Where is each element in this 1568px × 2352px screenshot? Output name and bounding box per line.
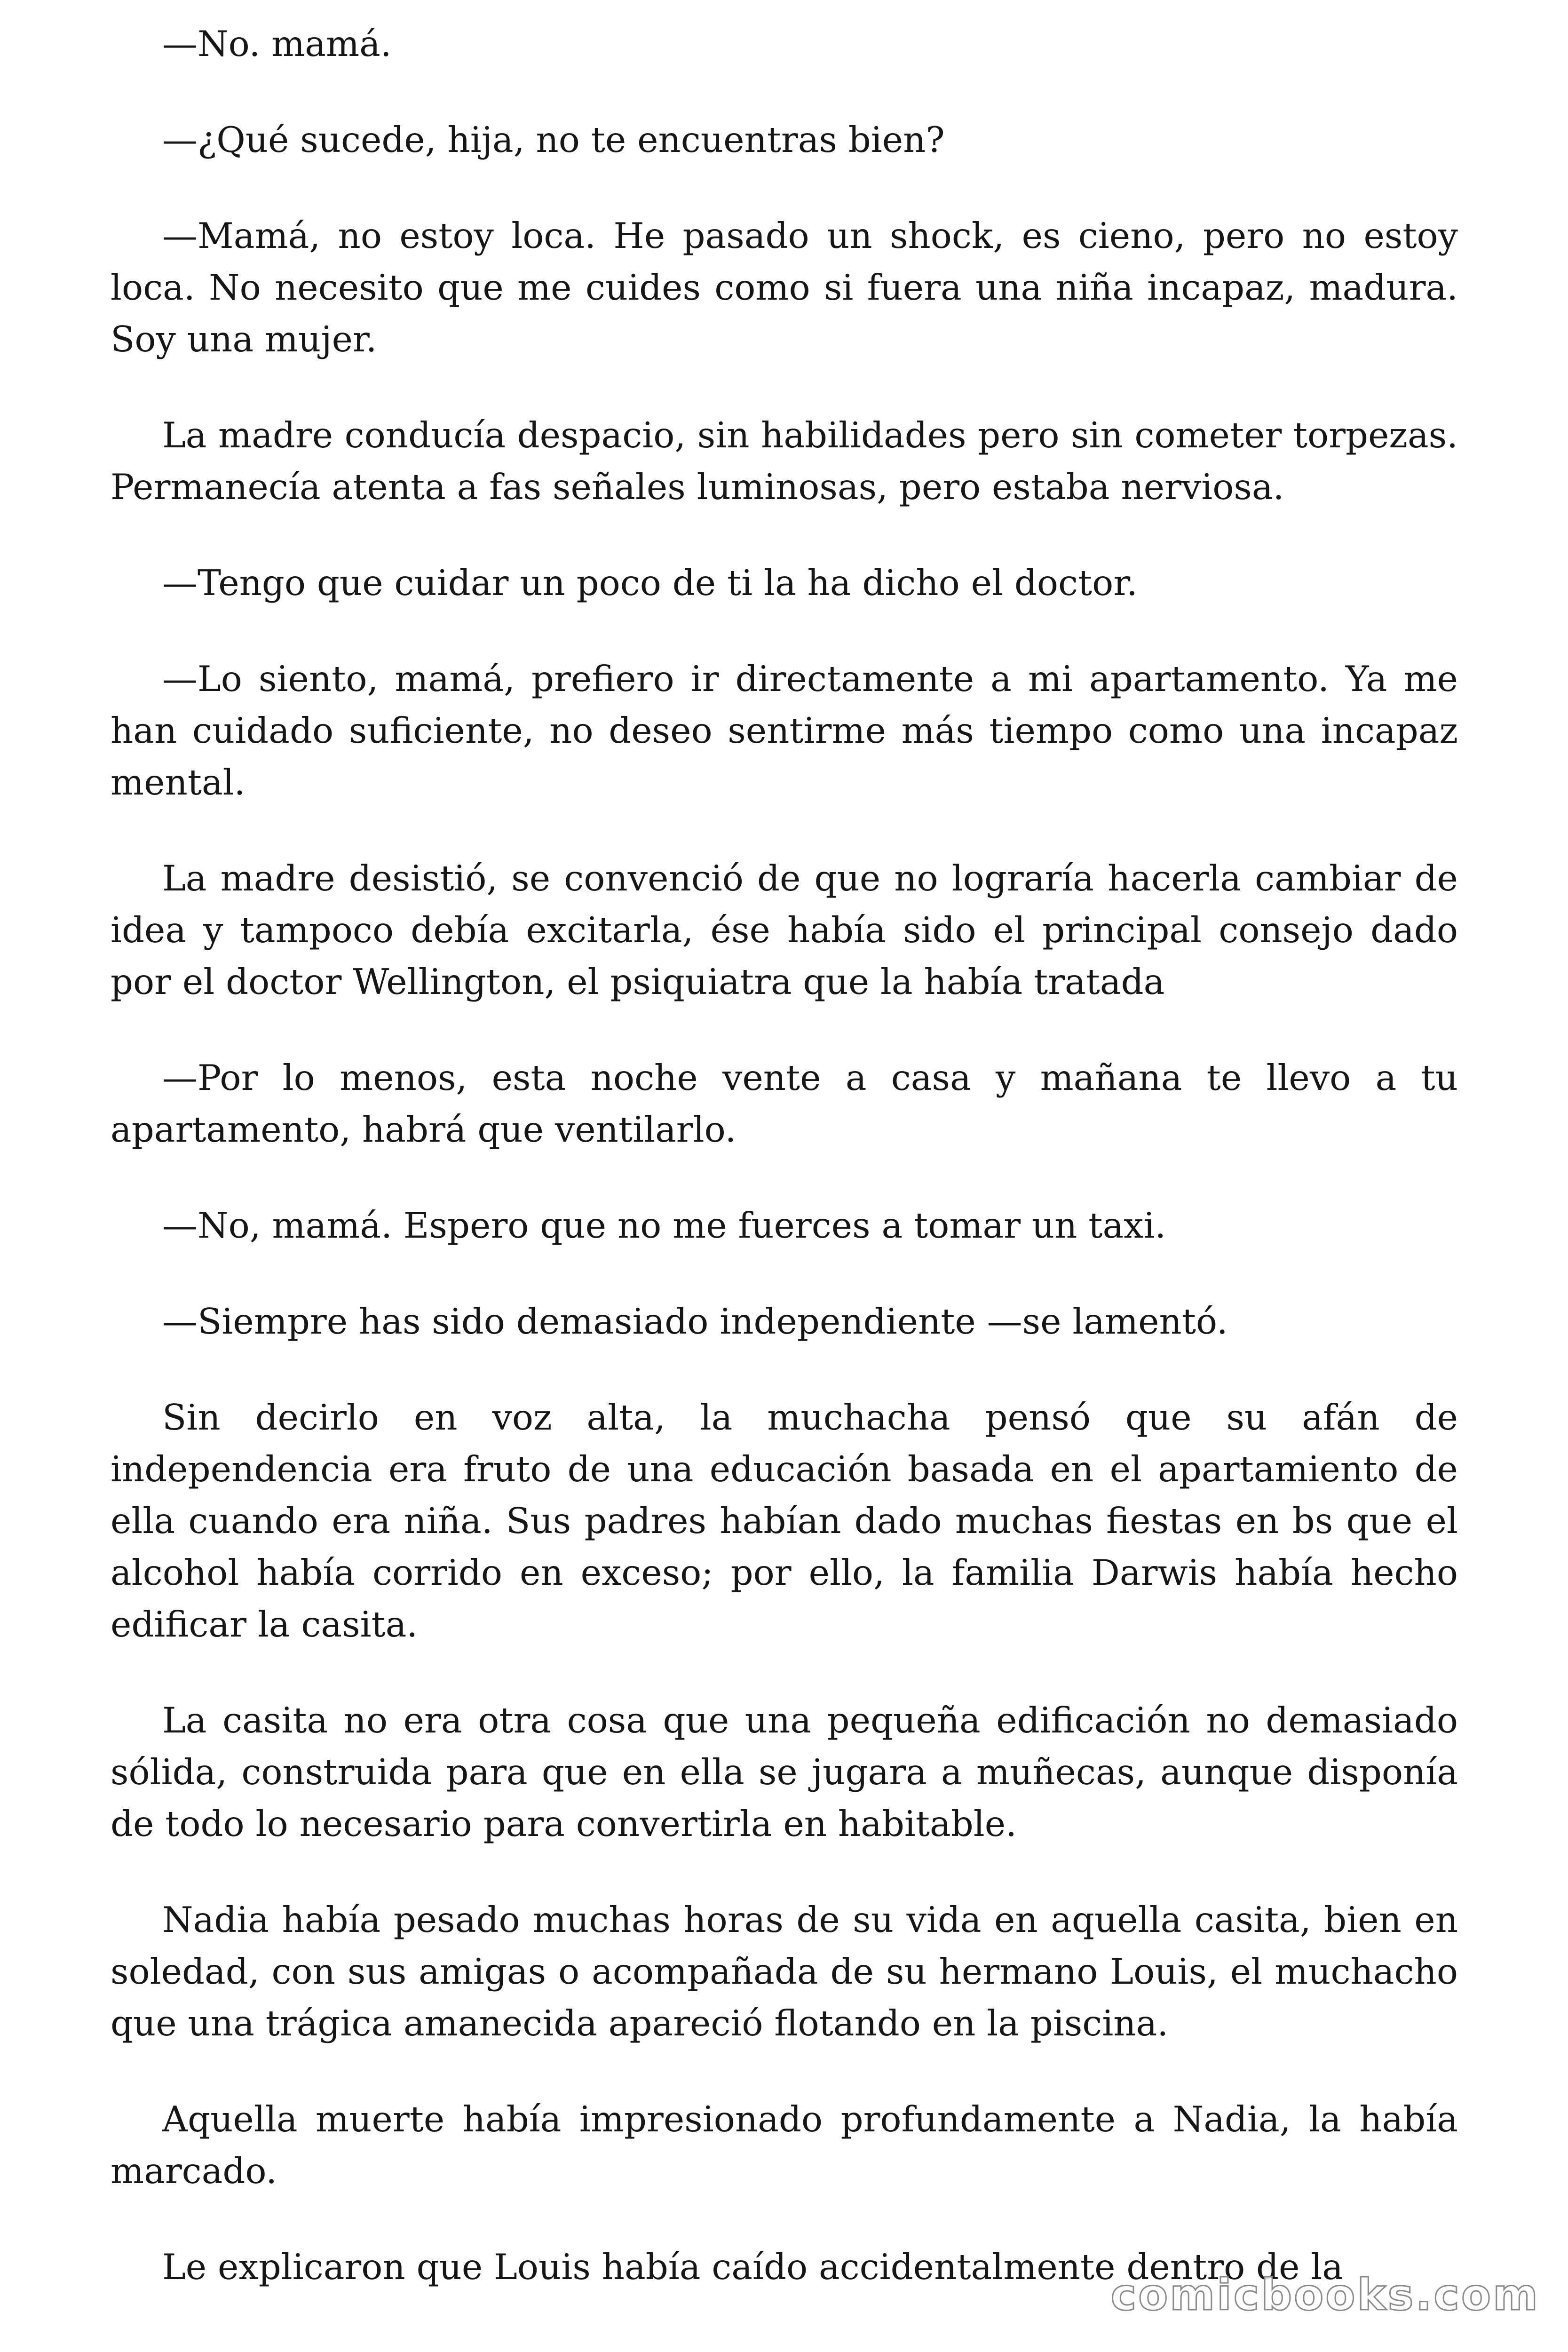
paragraph: —Lo siento, mamá, prefiero ir directamente a mi apartamento. Ya me han cuidado suficiente, no deseo sentirme más tiempo como una incapaz mental. <box>111 658 1458 803</box>
body-text <box>111 18 1458 2293</box>
paragraph: Aquella muerte había impresionado profundamente a Nadia, la había marcado. <box>111 2098 1458 2192</box>
paragraph: —No. mamá. <box>162 23 392 64</box>
paragraph: La madre desistió, se convenció de que no lograría hacerla cambiar de idea y tampoco debía excitarla, ése había sido el principal consejo dado por el doctor Wellington, el psiquiatra que la había tratada <box>111 858 1458 1002</box>
paragraph: Sin decirlo en voz alta, la muchacha pensó que su afán de independencia era fruto de una educación basada en el apartamiento de ella cuando era niña. Sus padres habían dado muchas fiestas en bs que el alcohol había corrido en exceso; por ello, la familia Darwis había hecho edificar la casita. <box>111 1397 1458 1645</box>
paragraph: —No, mamá. Espero que no me fuerces a tomar un taxi. <box>162 1205 1166 1246</box>
paragraph: Le explicaron que Louis había caído accidentalmente dentro de la <box>162 2246 1343 2288</box>
paragraph: —Mamá, no estoy loca. He pasado un shock, es cieno, pero no estoy loca. No necesito que me cuides como si fuera una niña incapaz, madura. Soy una mujer. <box>111 215 1458 360</box>
paragraph: La madre conducía despacio, sin habilidades pero sin cometer torpezas. Permanecía atenta a fas señales luminosas, pero estaba nerviosa. <box>111 414 1458 508</box>
paragraph: —¿Qué sucede, hija, no te encuentras bien? <box>162 119 945 160</box>
paragraph: —Por lo menos, esta noche vente a casa y mañana te llevo a tu apartamento, habrá que ventilarlo. <box>111 1057 1458 1150</box>
paragraph: Nadia había pesado muchas horas de su vida en aquella casita, bien en soledad, con sus amigas o acompañada de su hermano Louis, el muchacho que una trágica amanecida apareció flotando en la piscina. <box>111 1899 1458 2044</box>
paragraph: —Siempre has sido demasiado independiente —se lamentó. <box>162 1301 1228 1342</box>
paragraph: La casita no era otra cosa que una pequeña edificación no demasiado sólida, construida para que en ella se jugara a muñecas, aunque disponía de todo lo necesario para convertirla en habitable. <box>111 1700 1458 1844</box>
watermark: comicbooks.com <box>1110 2270 1540 2320</box>
paragraph: —Tengo que cuidar un poco de ti la ha dicho el doctor. <box>162 562 1138 604</box>
